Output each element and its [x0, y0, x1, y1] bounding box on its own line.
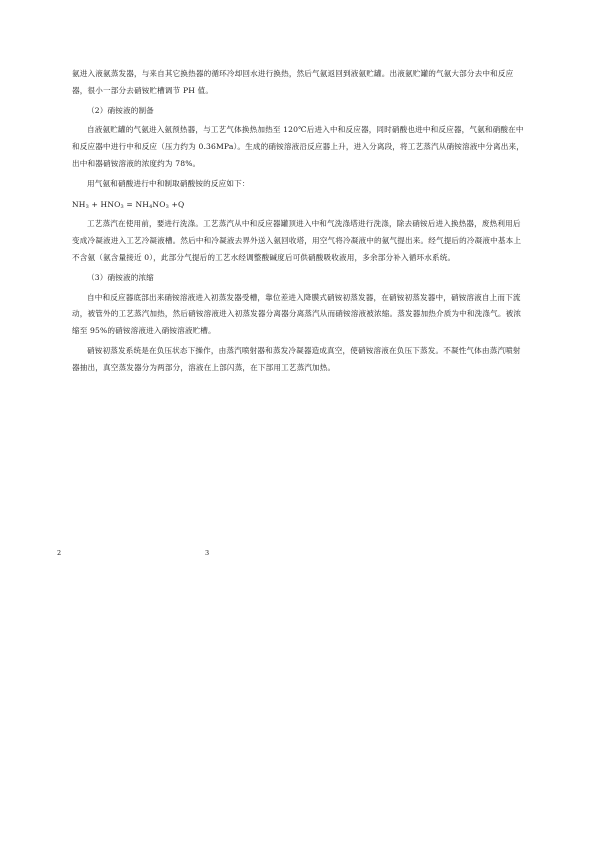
formula-tail: +Q — [168, 199, 185, 209]
paragraph-neutralization: 自液氨贮罐的气氨进入氨预热器，与工艺气体换热加热至 120℃后进入中和反应器，同时硝酸也进中和反应器，气氨和硝酸在中和反应器中进行中和反应（压力约为 0.36MPa）。生成的硝铵溶液沿反应器上升，进入分离段，将工艺蒸汽从硝铵溶液中分离出来，出中和器硝铵溶液的浓度约为 78%。 — [72, 125, 524, 168]
intro-paragraph: 氨进入液氨蒸发器，与来自其它换热器的循环冷却回水进行换热，然后气氨返回到液氨贮罐。出液氨贮罐的气氨大部分去中和反应器，很小一部分去硝铵贮槽调节 PH 值。 — [72, 69, 514, 95]
formula-nh3: NH — [72, 199, 86, 209]
paragraph-vacuum-system: 硝铵初蒸发系统是在负压状态下操作，由蒸汽喷射器和蒸发冷凝器造成真空，使硝铵溶液在负压下蒸发。不凝性气体由蒸汽喷射器抽出，真空蒸发器分为两部分，溶液在上部闪蒸，在下部用工艺蒸汽加热。 — [72, 345, 521, 372]
formula-no: NO — [152, 199, 166, 209]
section-heading-concentration: （3）硝铵液的浓缩 — [87, 272, 154, 282]
paragraph-evaporator: 自中和反应器底部出来硝铵溶液进入初蒸发器受槽，靠位差进入降膜式硝铵初蒸发器，在硝铵初蒸发器中，硝铵溶液自上而下流动，被管外的工艺蒸汽加热，然后硝铵溶液进入初蒸发器分离器分离蒸汽从而硝铵溶液被浓缩。蒸发器加热介质为中和洗涤气。被浓缩至 95%的硝铵溶液进入硝铵溶液贮槽。 — [72, 292, 522, 336]
reaction-formula — [72, 197, 524, 214]
formula-plus-hno3: + HNO — [88, 199, 121, 209]
paragraph-reaction-intro: 用气氨和硝酸进行中和制取硝酸铵的反应如下： — [87, 178, 250, 188]
page-number-left: 2 — [57, 549, 62, 557]
formula-sub-3c: 3 — [165, 203, 169, 210]
formula-eq-nh4: = NH — [123, 199, 150, 209]
section-heading-preparation: （2）硝铵液的制备 — [87, 105, 154, 115]
document-body — [72, 66, 524, 377]
formula-sub-4: 4 — [149, 203, 153, 210]
page-number-right: 3 — [205, 549, 210, 557]
formula-sub-3b: 3 — [120, 203, 124, 210]
formula-sub-3a: 3 — [85, 203, 89, 210]
paragraph-process-steam: 工艺蒸汽在使用前，要进行洗涤。工艺蒸汽从中和反应器罐顶进入中和气洗涤塔进行洗涤，除去硝铵后进入换热器，废热利用后变成冷凝液进入工艺冷凝液槽。然后中和冷凝液去界外送入氨回收塔，用空气将冷凝液中的氨气提出来。经气提后的冷凝液中基本上不含氨（氨含量接近 0），此部分气提后的工艺水经调整酸碱度后可供硝酸吸收液用，多余部分补入循环水系统。 — [72, 219, 522, 262]
